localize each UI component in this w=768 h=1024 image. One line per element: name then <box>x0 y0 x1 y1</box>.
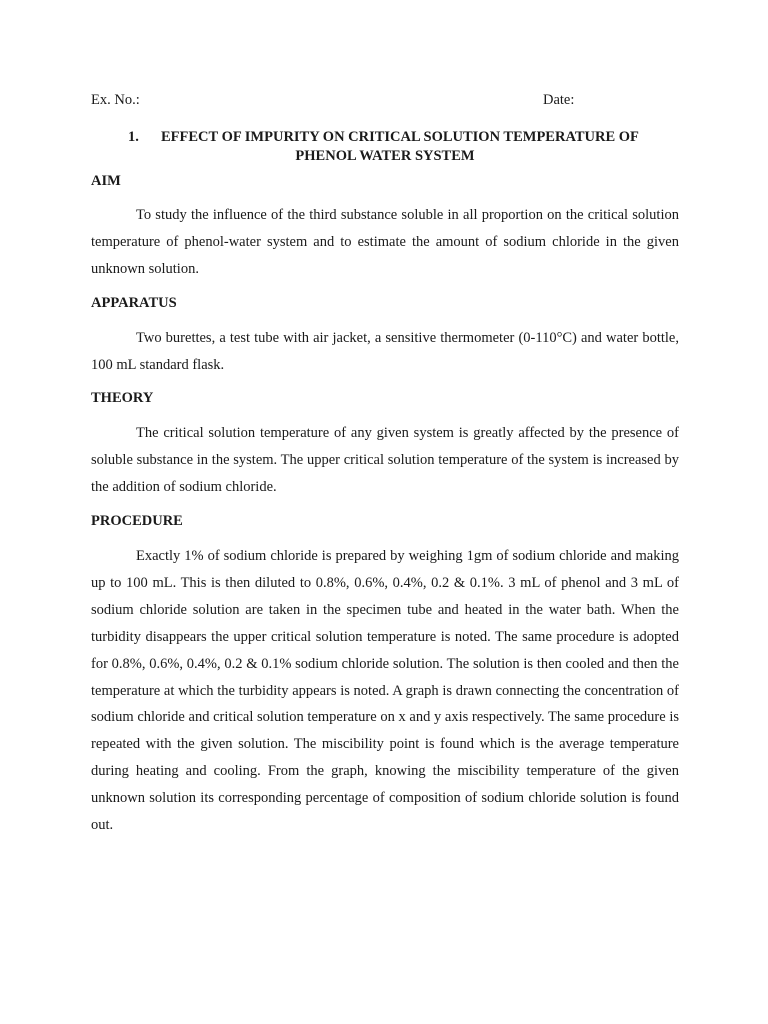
exercise-number-label: Ex. No.: <box>91 92 140 108</box>
procedure-heading: PROCEDURE <box>91 513 183 529</box>
apparatus-heading: APPARATUS <box>91 295 177 311</box>
title-line-2: PHENOL WATER SYSTEM <box>295 148 475 164</box>
title-number: 1. <box>128 129 139 145</box>
aim-heading: AIM <box>91 173 121 189</box>
date-label: Date: <box>543 92 575 108</box>
header-row <box>91 92 679 112</box>
procedure-paragraph: Exactly 1% of sodium chloride is prepared by weighing 1gm of sodium chloride and making up to 100 mL. This is then diluted to 0.8%, 0.6%, 0.4%, 0.2 & 0.1%. 3 mL of phenol and 3 mL of sodium chloride solution are taken in the specimen tube and heated in the water bath. When the turbidity disappears the upper critical solution temperature is noted. The same procedure is adopted for 0.8%, 0.6%, 0.4%, 0.2 & 0.1% sodium chloride solution. The solution is then cooled and then the temperature at which the turbidity appears is noted. A graph is drawn connecting the concentration of sodium chloride and critical solution temperature on x and y axis respectively. The same procedure is repeated with the given solution. The miscibility point is found which is the average temperature during heating and cooling. From the graph, knowing the miscibility temperature of the given unknown solution its corresponding percentage of composition of sodium chloride solution is found out. <box>91 548 679 834</box>
apparatus-paragraph: Two burettes, a test tube with air jacket, a sensitive thermometer (0-110°C) and water bottle, 100 mL standard flask. <box>91 330 679 373</box>
theory-paragraph: The critical solution temperature of any given system is greatly affected by the presence of soluble substance in the system. The upper critical solution temperature of the system is increased by the addition of sodium chloride. <box>91 425 679 495</box>
theory-heading: THEORY <box>91 390 154 406</box>
aim-paragraph: To study the influence of the third substance soluble in all proportion on the critical solution temperature of phenol-water system and to estimate the amount of sodium chloride in the given unknown solution. <box>91 207 679 277</box>
title-line-1: EFFECT OF IMPURITY ON CRITICAL SOLUTION TEMPERATURE OF <box>161 129 639 145</box>
